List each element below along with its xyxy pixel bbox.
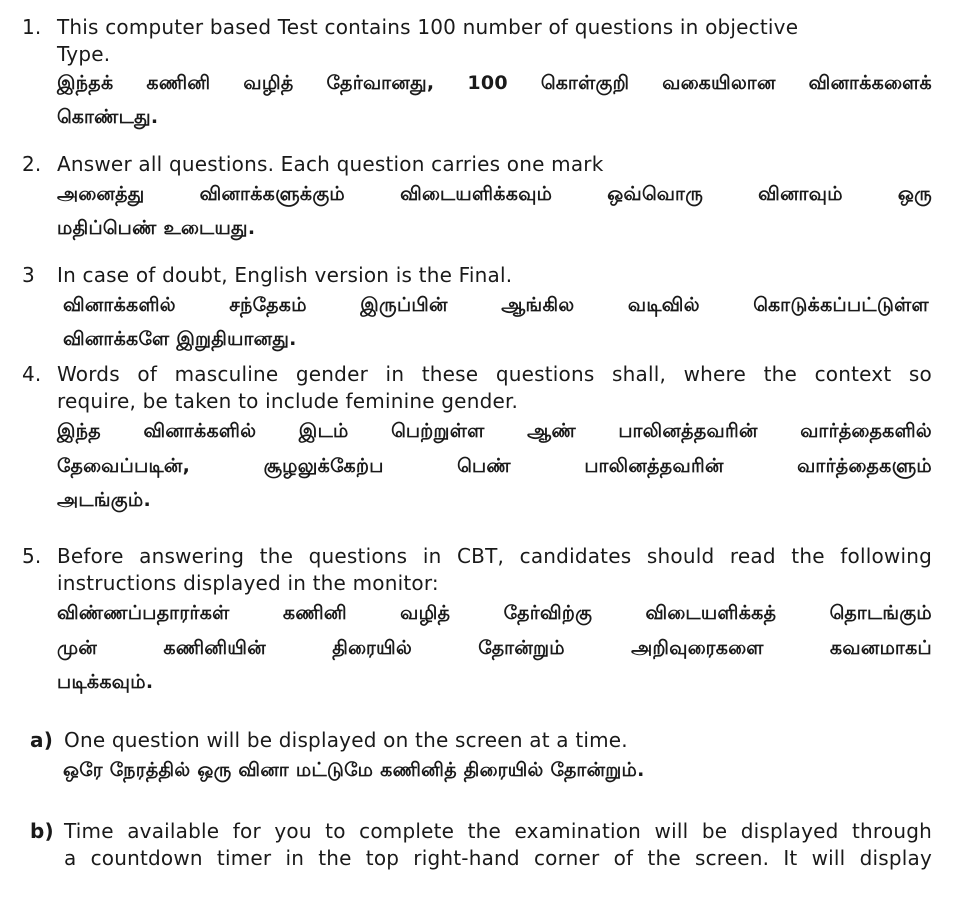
tamil-line: இந்த வினாக்களில் இடம் பெற்றுள்ள ஆண் பாலினத்தவரின் வார்த்தைகளில் (57, 420, 932, 442)
item-number: 4. (22, 362, 42, 386)
item-number: 3 (22, 263, 35, 287)
english-line: One question will be displayed on the screen at a time. (64, 728, 628, 752)
item-number: 2. (22, 152, 42, 176)
tamil-line: மதிப்பெண் உடையது. (57, 217, 256, 239)
english-line: Time available for you to complete the examination will be displayed through (64, 819, 932, 843)
sub-item-label: b) (30, 819, 54, 843)
tamil-line: வினாக்களே இறுதியானது. (63, 328, 297, 350)
tamil-line: அடங்கும். (57, 489, 151, 511)
english-line: Words of masculine gender in these questions shall, where the context so (57, 362, 932, 386)
english-line: This computer based Test contains 100 number of questions in objective (57, 15, 799, 39)
tamil-line: அனைத்து வினாக்களுக்கும் விடையளிக்கவும் ஒவ்வொரு வினாவும் ஒரு (57, 183, 932, 205)
tamil-line: வினாக்களில் சந்தேகம் இருப்பின் ஆங்கில வடிவில் கொடுக்கப்பட்டுள்ள (63, 294, 929, 316)
tamil-line: ஒரே நேரத்தில் ஒரு வினா மட்டுமே கணினித் திரையில் தோன்றும். (63, 759, 645, 781)
tamil-line: தேவைப்படின், சூழலுக்கேற்ப பெண் பாலினத்தவரின் வார்த்தைகளும் (57, 455, 932, 477)
english-line: a countdown timer in the top right-hand corner of the screen. It will display (64, 846, 932, 870)
tamil-line: படிக்கவும். (57, 671, 154, 693)
tamil-line: இந்தக் கணினி வழித் தேர்வானது, 100 கொள்குறி வகையிலான வினாக்களைக் (57, 72, 932, 94)
english-line: Before answering the questions in CBT, candidates should read the following (57, 544, 932, 568)
english-line: Answer all questions. Each question carries one mark (57, 152, 604, 176)
tamil-line: விண்ணப்பதாரர்கள் கணினி வழித் தேர்விற்கு விடையளிக்கத் தொடங்கும் (57, 602, 932, 624)
english-line: Type. (57, 42, 111, 66)
english-line: instructions displayed in the monitor: (57, 571, 439, 595)
tamil-line: கொண்டது. (57, 106, 159, 128)
item-number: 1. (22, 15, 42, 39)
item-number: 5. (22, 544, 42, 568)
english-line: In case of doubt, English version is the Final. (57, 263, 513, 287)
sub-item-label: a) (30, 728, 54, 752)
english-line: require, be taken to include feminine gender. (57, 389, 519, 413)
tamil-line: முன் கணினியின் திரையில் தோன்றும் அறிவுரைகளை கவனமாகப் (57, 637, 932, 659)
